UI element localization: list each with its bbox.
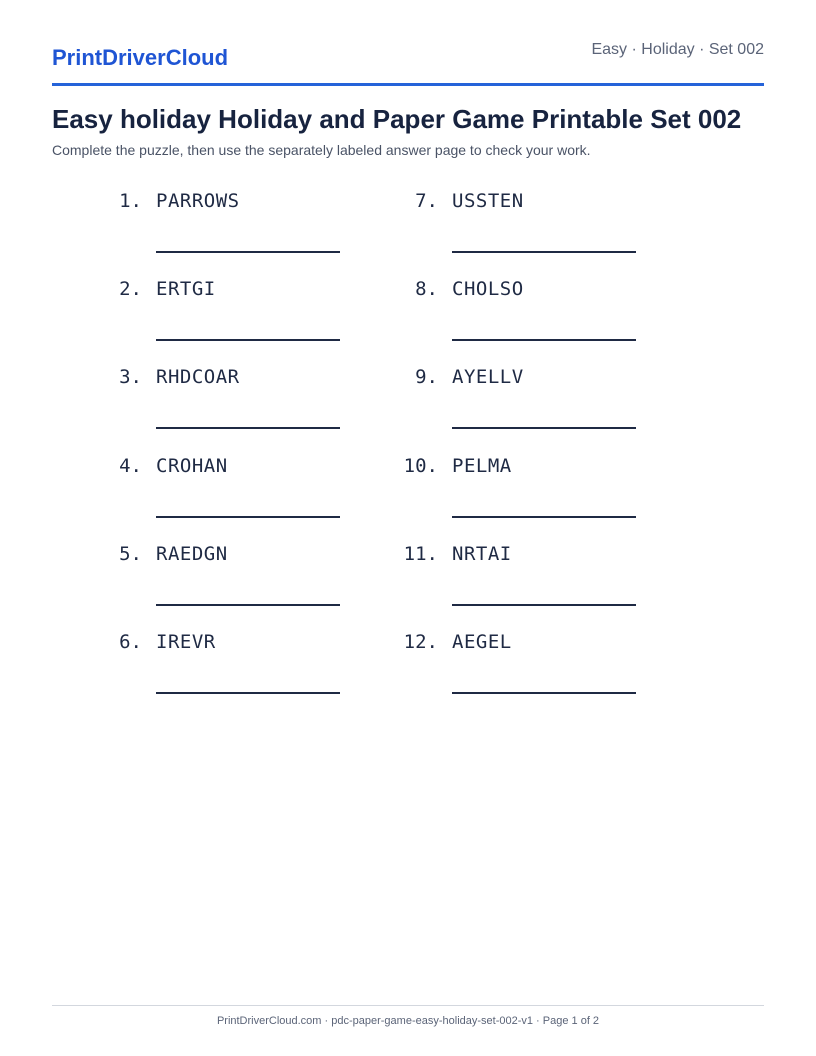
- puzzle-number: 11.: [403, 543, 438, 565]
- brand-logo[interactable]: PrintDriverCloud: [52, 45, 229, 70]
- puzzle-item: [106, 365, 406, 445]
- puzzle-number: 3.: [119, 366, 142, 388]
- scrambled-word: AEGEL: [452, 631, 512, 653]
- scrambled-word: PELMA: [452, 455, 512, 477]
- puzzle-item: [402, 542, 702, 622]
- answer-blank[interactable]: [156, 403, 340, 429]
- puzzle-number: 7.: [415, 190, 438, 212]
- answer-blank[interactable]: [156, 668, 340, 694]
- footer-text: PrintDriverCloud.com · pdc-paper-game-easy-holiday-set-002-v1 · Page 1 of 2: [216, 1015, 600, 1027]
- scrambled-word: RAEDGN: [156, 543, 228, 565]
- answer-blank[interactable]: [156, 492, 340, 518]
- puzzle-item: [106, 454, 406, 534]
- puzzle-item: [402, 365, 702, 445]
- puzzle-item: [402, 630, 702, 710]
- answer-blank[interactable]: [452, 403, 636, 429]
- puzzle-number: 6.: [119, 631, 142, 653]
- puzzle-item: [106, 542, 406, 622]
- answer-blank[interactable]: [156, 580, 340, 606]
- answer-blank[interactable]: [452, 668, 636, 694]
- page-header: [52, 0, 764, 86]
- puzzle-item: [402, 277, 702, 357]
- puzzle-number: 2.: [119, 278, 142, 300]
- answer-blank[interactable]: [452, 227, 636, 253]
- puzzle-item: [106, 189, 406, 269]
- set-meta: Easy · Holiday · Set 002: [591, 41, 764, 58]
- puzzle-item: [402, 189, 702, 269]
- puzzle-number: 10.: [403, 455, 438, 477]
- scrambled-word: AYELLV: [452, 366, 524, 388]
- puzzle-item: [402, 454, 702, 534]
- scrambled-word: CHOLSO: [452, 278, 524, 300]
- scrambled-word: IREVR: [156, 631, 216, 653]
- puzzle-item: [106, 277, 406, 357]
- page-footer: [52, 1005, 764, 1027]
- scrambled-word: RHDCOAR: [156, 366, 240, 388]
- scrambled-word: NRTAI: [452, 543, 512, 565]
- puzzle-number: 5.: [119, 543, 142, 565]
- answer-blank[interactable]: [156, 315, 340, 341]
- answer-blank[interactable]: [156, 227, 340, 253]
- answer-blank[interactable]: [452, 492, 636, 518]
- puzzle-number: 12.: [403, 631, 438, 653]
- scrambled-word: ERTGI: [156, 278, 216, 300]
- answer-blank[interactable]: [452, 315, 636, 341]
- scrambled-word: CROHAN: [156, 455, 228, 477]
- scrambled-word: PARROWS: [156, 190, 240, 212]
- page-title: Easy holiday Holiday and Paper Game Printable Set 002: [52, 104, 742, 134]
- puzzle-number: 8.: [415, 278, 438, 300]
- answer-blank[interactable]: [452, 580, 636, 606]
- scrambled-word: USSTEN: [452, 190, 524, 212]
- page-subtitle: Complete the puzzle, then use the separately labeled answer page to check your work.: [52, 142, 591, 158]
- puzzle-item: [106, 630, 406, 710]
- puzzle-number: 9.: [415, 366, 438, 388]
- puzzle-number: 1.: [119, 190, 142, 212]
- puzzle-number: 4.: [119, 455, 142, 477]
